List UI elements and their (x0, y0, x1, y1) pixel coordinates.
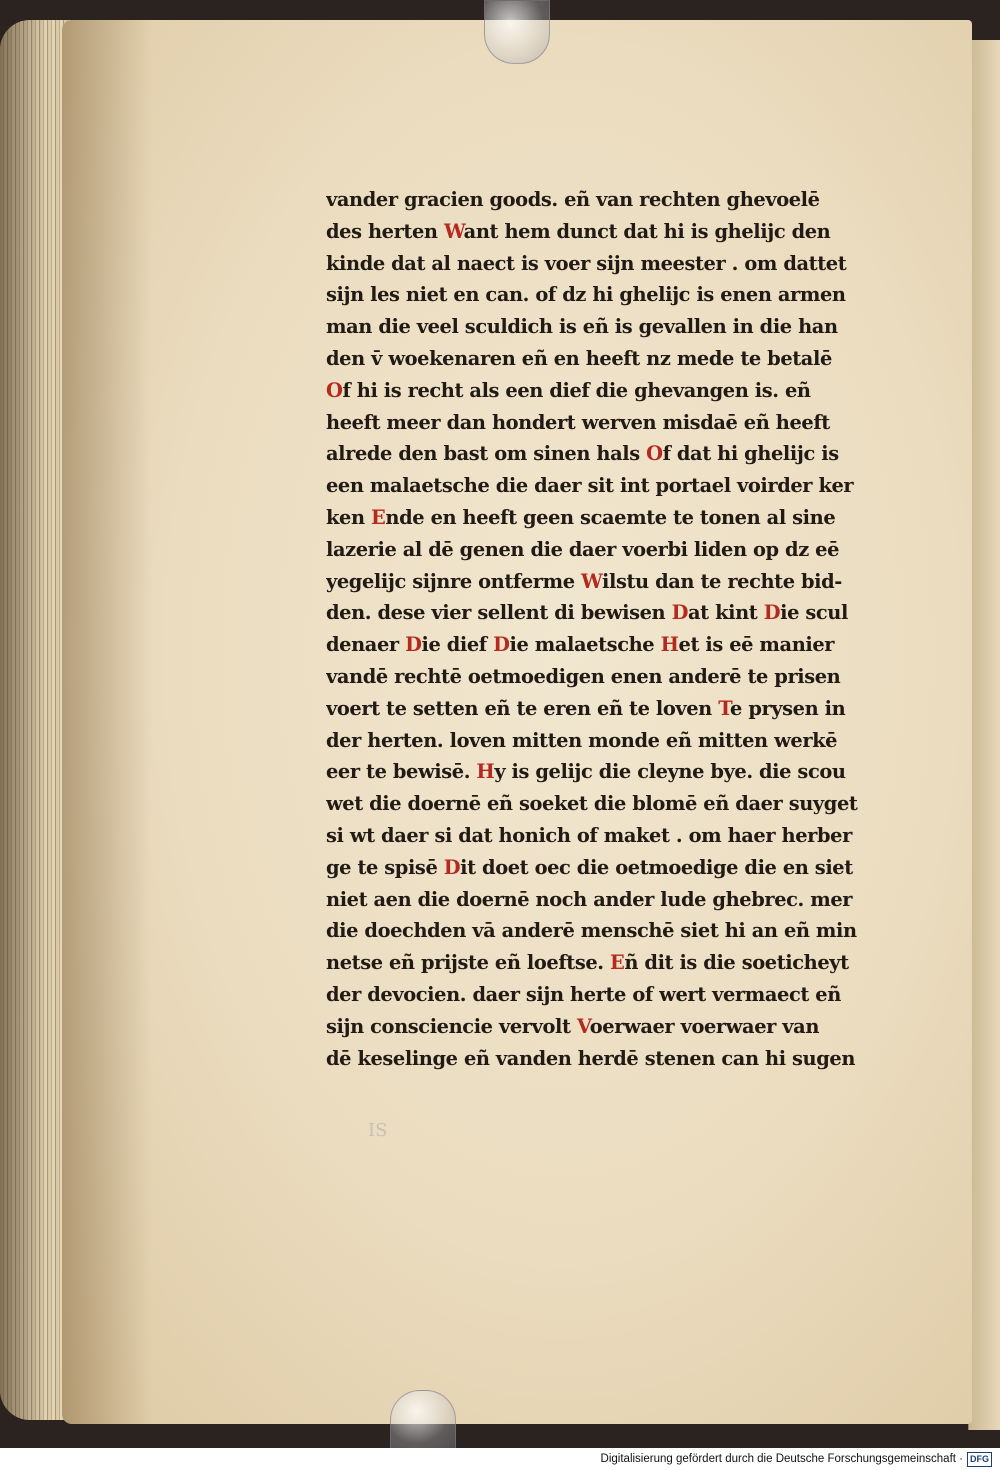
line-text: vandē rechtē oetmoedigen enen anderē te prisen (326, 664, 841, 688)
text-line (326, 629, 884, 661)
line-text: ie malaetsche (509, 633, 661, 657)
line-text: des herten (326, 219, 444, 243)
line-text: at kint (688, 601, 764, 625)
rubricated-initial: H (660, 633, 679, 657)
text-line (326, 756, 884, 788)
text-line (326, 184, 884, 216)
line-text: vander gracien goods. eñ van rechten ghevoelē (326, 188, 820, 211)
rubricated-initial: E (371, 505, 386, 529)
line-text: f dat hi ghelijc is (662, 442, 839, 466)
rubricated-initial: H (476, 760, 495, 784)
funding-credit: Digitalisierung gefördert durch die Deutsche Forschungsgemeinschaft (600, 1453, 956, 1465)
text-line (326, 407, 884, 439)
line-text: netse eñ prijste eñ loeftse. (326, 951, 610, 975)
facing-page-edge (968, 40, 1000, 1430)
credit-separator: · (955, 1453, 963, 1465)
rubricated-initial: E (609, 951, 625, 975)
line-text: een malaetsche die daer sit int portael voirder ker (326, 474, 854, 498)
text-line (326, 279, 884, 311)
line-text: ken (326, 505, 372, 529)
line-text: e prysen in (730, 696, 846, 720)
line-text: ilstu dan te rechte bid- (602, 569, 842, 593)
line-text: niet aen die doernē noch ander lude ghebrec. mer (326, 887, 853, 911)
rubricated-initial: W (581, 569, 603, 593)
line-text: voert te setten eñ te eren eñ te loven (326, 696, 719, 720)
show-through-text: IS (368, 1120, 388, 1141)
text-line (326, 979, 884, 1011)
line-text: der devocien. daer sijn herte of wert vermaect eñ (326, 982, 841, 1006)
line-text: f hi is recht als een dief die ghevangen is. eñ (342, 378, 811, 402)
footer-bar (0, 1448, 1000, 1470)
text-line (326, 884, 884, 916)
bottom-page-clip (390, 1390, 456, 1448)
line-text: ie dief (421, 633, 494, 657)
text-line (326, 502, 884, 534)
line-text: y is gelijc die cleyne bye. die scou (494, 760, 846, 784)
line-text: heeft meer dan hondert werven misdaē eñ heeft (326, 410, 830, 434)
line-text: it doet oec die oetmoedige die en siet (460, 855, 853, 879)
rubricated-initial: D (671, 601, 689, 625)
gutter-shadow (62, 20, 152, 1424)
line-text: alrede den bast om sinen hals (326, 442, 647, 466)
rubricated-initial: O (646, 442, 663, 466)
text-line (326, 1011, 884, 1043)
line-text: lazerie al dē genen die daer voerbi liden op dz eē (326, 537, 840, 561)
text-line (326, 1043, 884, 1075)
rubricated-initial: T (718, 696, 731, 720)
text-line (326, 661, 884, 693)
text-line (326, 915, 884, 947)
line-text: sijn les niet en can. of dz hi ghelijc is enen armen (326, 283, 846, 307)
text-block (326, 184, 884, 1114)
line-text: nde en heeft geen scaemte te tonen al sine (385, 505, 836, 529)
line-text: ie scul (780, 601, 848, 625)
rubricated-initial: D (493, 633, 510, 657)
text-line (326, 820, 884, 852)
line-text: der herten. loven mitten monde eñ mitten werkē (326, 728, 838, 752)
line-text: dē keselinge eñ vanden herdē stenen can hi sugen (326, 1046, 856, 1070)
text-line (326, 852, 884, 884)
line-text: kinde dat al naect is voer sijn meester . om dattet (326, 251, 847, 275)
rubricated-initial: D (405, 633, 422, 657)
text-line (326, 597, 884, 629)
rubricated-initial: D (443, 855, 461, 879)
line-text: si wt daer si dat honich of maket . om haer herber (326, 823, 852, 847)
text-line (326, 725, 884, 757)
rubricated-initial: O (326, 378, 343, 402)
line-text: sijn consciencie vervolt (326, 1014, 577, 1038)
line-text: denaer (326, 633, 406, 657)
top-page-clip (484, 0, 550, 64)
line-text: et is eē manier (678, 633, 835, 657)
line-text: wet die doernē eñ soeket die blomē eñ daer suyget (326, 792, 858, 816)
text-line (326, 534, 884, 566)
rubricated-initial: V (576, 1014, 590, 1038)
text-line (326, 216, 884, 248)
text-line (326, 248, 884, 280)
line-text: den. dese vier sellent di bewisen (326, 601, 672, 625)
line-text: yegelijc sijnre ontferme (326, 569, 581, 593)
text-line (326, 343, 884, 375)
text-line (326, 311, 884, 343)
rubricated-initial: D (763, 601, 781, 625)
line-text: oerwaer voerwaer van (589, 1014, 820, 1038)
rubricated-initial: W (443, 219, 464, 243)
line-text: ant hem dunct dat hi is ghelijc den (463, 219, 831, 243)
text-line (326, 947, 884, 979)
text-line (326, 438, 884, 470)
line-text: die doechden vā anderē menschē siet hi an eñ min (326, 919, 857, 943)
text-line (326, 566, 884, 598)
line-text: ge te spisē (326, 855, 444, 879)
line-text: man die veel sculdich is eñ is gevallen in die han (326, 315, 838, 339)
text-line (326, 470, 884, 502)
text-line (326, 693, 884, 725)
dfg-logo-icon: DFG (967, 1452, 992, 1467)
line-text: ñ dit is die soeticheyt (624, 951, 849, 975)
line-text: eer te bewisē. (326, 760, 477, 784)
text-line (326, 375, 884, 407)
text-line (326, 788, 884, 820)
line-text: den v̄ woekenaren eñ en heeft nz mede te betalē (326, 346, 832, 370)
